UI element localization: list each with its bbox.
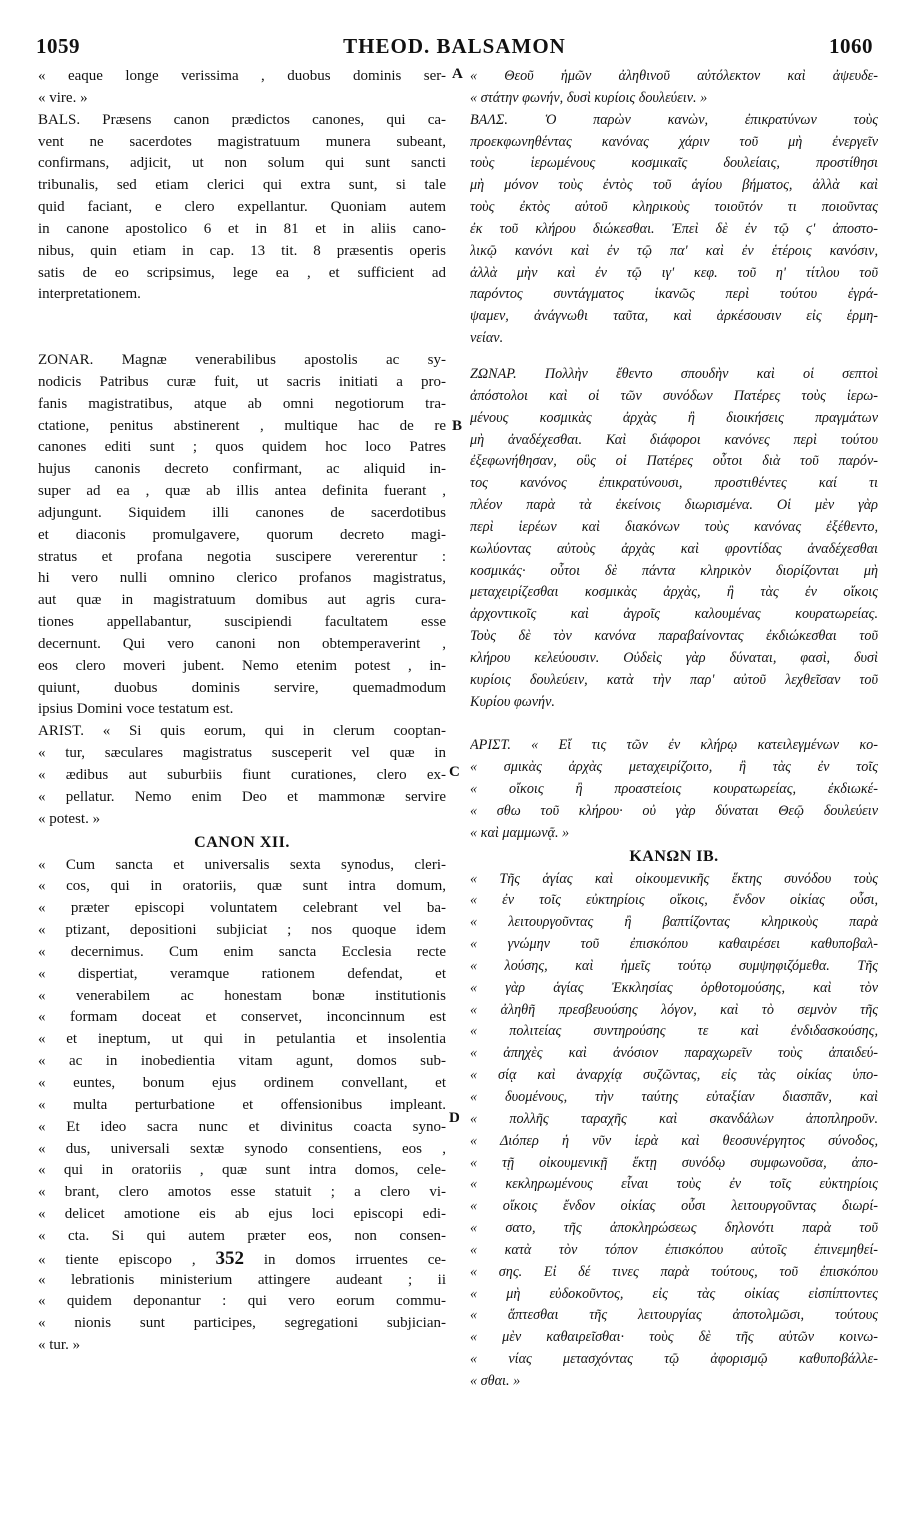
text-line: « λειτουργοῦντας ἢ βαπτίζοντας κληρικοὺς παρὰ xyxy=(470,914,878,931)
text-line: Τοὺς δὲ τὸν κανόνα παραβαίνοντας ἐκδιώκεσθαι τοῦ xyxy=(470,628,878,645)
text-line: μένους κοσμικὰς ἀρχὰς ἢ διοικήσεις πραγμάτων xyxy=(470,409,878,426)
text-line: « vire. » xyxy=(38,89,88,106)
text-line: tribunalis, sed etiam clerici qui extra sunt, si tale xyxy=(38,177,446,194)
text-line: « multa perturbatione et offensionibus impleant. xyxy=(38,1096,446,1113)
text-line: « qui in oratoriis , quæ sunt intra domos, cele- xyxy=(38,1162,446,1179)
text-line: « delicet amotione eis ab ejus loci episcopi edi- xyxy=(38,1206,446,1223)
greek-column xyxy=(470,66,878,1393)
text-line: « σης. Εἰ δέ τινες παρὰ τούτους, τοῦ ἐπισκόπου xyxy=(470,1263,878,1280)
text-line: « formam doceat et conservet, inconcinnum est xyxy=(38,1009,446,1026)
text-line: ἀλλὰ μὴν καὶ ἐν τῷ ιγ' κεφ. τοῦ η' τίτλου τοῦ xyxy=(470,264,878,281)
text-line: « νίας μετασχόντας τῷ ἀφορισμῷ καθυποβάλλε- xyxy=(470,1351,878,1368)
text-line: « σίᾳ καὶ ἀναρχίᾳ συζῶντας, εἰς τὰς οἰκίας ὑπο- xyxy=(470,1067,878,1084)
text-line: « καὶ μαμμωνᾷ. » xyxy=(470,824,570,841)
greek-canon-text xyxy=(470,869,878,1393)
greek-aristenus-commentary xyxy=(470,735,878,844)
text-line: « lebrationis ministerium attingere audeant ; ii xyxy=(38,1271,446,1288)
text-line: canones editi sunt ; quos quidem hoc loco Patres xyxy=(38,439,446,456)
margin-letter-c: C xyxy=(449,764,460,780)
text-line: « τῇ οἰκουμενικῇ ἕκτῃ συνόδῳ συμφωνοῦσα, ἀπο- xyxy=(470,1154,878,1171)
text-line: τοὺς ἐκτὸς αὐτοῦ κληρικοὺς τοιοῦτόν τι ποιοῦντας xyxy=(470,199,878,216)
text-line: ipsius Domini voce testatum est. xyxy=(38,701,234,718)
latin-canon-heading: CANON XII. xyxy=(194,833,290,851)
text-line: τος κανόνος ἐπικρατύνουσι, προστιθέντες καί τι xyxy=(470,475,878,492)
text-line: « potest. » xyxy=(38,810,101,827)
text-line: κωλύοντας αὐτοὺς ἀρχὰς καὶ φροντίδας ἀναδέχεσθαι xyxy=(470,540,878,557)
text-line: « præter episcopi voluntatem celebrant vel ba- xyxy=(38,900,446,917)
text-line: « γὰρ ἁγίας Ἐκκλησίας ὀρθοτομούσης, καὶ τὸν xyxy=(470,979,878,996)
text-line: BALS. Præsens canon prædictos canones, qui ca- xyxy=(38,111,446,128)
text-line: quid faciant, e clero expellantur. Quoniam autem xyxy=(38,199,446,216)
latin-column xyxy=(38,66,446,1357)
page-marker-number: 352 xyxy=(215,1247,244,1269)
text-line: « pellatur. Nemo enim Deo et mammonæ servire xyxy=(38,788,446,805)
text-line: νείαν. xyxy=(470,330,504,347)
text-line: nibus, quin etiam in cap. 13 tit. 8 præsentis operis xyxy=(38,242,446,259)
text-line: stratus et profana negotia suscipere vererentur : xyxy=(38,548,446,565)
text-line: « οἴκοις ἢ προαστείοις κουρατωρείας, ἐκδιωκέ- xyxy=(470,781,878,797)
text-line: « λούσης, καὶ ἡμεῖς τούτῳ συμψηφιζόμεθα. Τῆς xyxy=(470,957,878,974)
text-line: vent ne sacerdotes magistratuum munera subeant, xyxy=(38,133,446,150)
text-line: « ac in inobedientia vitam agunt, domos sub- xyxy=(38,1053,446,1070)
text-line: « ἀπηχὲς καὶ ἀνόσιον παραχωρεῖν τοὺς ἀπαιδεύ- xyxy=(470,1045,878,1062)
text-line: « eaque longe verissima , duobus dominis ser- xyxy=(38,68,446,84)
text-line: aut quæ in magistratuum domibus aut agris cura- xyxy=(38,592,446,609)
text-line: μὴ μόνον τοὺς ἐντὸς τοῦ ἁγίου βήματος, ἀλλὰ καὶ xyxy=(470,177,878,194)
text-line: decernunt. Qui vero canoni non obtemperaverint , xyxy=(38,635,446,652)
text-line: κλήρου κελεύουσιν. Οὐδεὶς γὰρ δύναται, φασὶ, δυσὶ xyxy=(470,649,878,666)
text-line: confirmans, adjicit, ut non solum qui sunt sancti xyxy=(38,155,446,172)
page-header xyxy=(36,34,873,60)
text-line: ΒΑΛΣ. Ὁ παρὼν κανὼν, ἐπικρατύνων τοὺς xyxy=(470,111,878,128)
text-line: « σμικὰς ἀρχὰς μεταχειρίζοιτο, ἢ τὰς ἐν τοῖς xyxy=(470,759,878,776)
text-line: « πολιτείας συντηρούσης τε καὶ ἐνδιδασκούσης, xyxy=(470,1023,878,1040)
greek-zonaras-commentary xyxy=(470,364,878,714)
left-page-number: 1059 xyxy=(36,34,80,58)
text-line: « Cum sancta et universalis sexta synodus, cleri- xyxy=(38,856,446,873)
text-line: ἐξεφωνήθησαν, οὓς οἱ Πατέρες οὗτοι διὰ τοῦ παρόν- xyxy=(470,453,878,470)
text-line: παρόντος συντάγματος ἱκανῶς περὶ τούτου ἐγρά- xyxy=(470,286,878,303)
text-line: προεκφωνηθέντας κανόνας χάριν τοῦ μὴ ἐνεργεῖν xyxy=(470,133,878,150)
text-line: Κυρίου φωνήν. xyxy=(470,693,555,710)
text-line: « Διόπερ ἡ νῦν ἱερὰ καὶ θεοσυνέργητος σύνοδος, xyxy=(470,1132,878,1149)
text-line: interpretationem. xyxy=(38,286,141,303)
text-line: « Θεοῦ ἡμῶν ἀληθινοῦ αὐτόλεκτον καὶ ἀψευδε- xyxy=(470,68,878,84)
text-line: « ædibus aut suburbiis fiunt curationes, clero ex- xyxy=(38,767,446,783)
latin-block-quote-end xyxy=(38,66,446,110)
text-line: κοσμικάς· οὗτοι δὲ πάντα κληρικὸν διορίζονται μὴ xyxy=(470,562,878,579)
text-line: « Et ideo sacra nunc et divinitus coacta syno- xyxy=(38,1118,446,1135)
text-line: « ἀληθῆ πρεσβευούσης λόγον, καὶ τὸ σεμνὸν τῆς xyxy=(470,1001,878,1018)
text-line: ΑΡΙΣΤ. « Εἴ τις τῶν ἐν κλήρῳ κατειλεγμένων κο- xyxy=(470,737,878,754)
text-line: « σθαι. » xyxy=(470,1372,521,1389)
latin-zonaras-commentary xyxy=(38,350,446,721)
latin-aristenus-commentary xyxy=(38,721,446,830)
text-line: μὴ ἀναδέχεσθαι. Καὶ διάφοροι κανόνες περὶ τούτου xyxy=(470,431,878,448)
text-line: « cta. Si qui autem præter eos, non consen- xyxy=(38,1227,446,1244)
text-line: μεταχειρίζεσθαι κοσμικὰς ἀρχὰς, ἢ τὰς ἐν οἴκοις xyxy=(470,584,878,601)
text-line: hujus canonis decreto confirmant, ac aliquid in- xyxy=(38,461,446,478)
text-line: « ἅπτεσθαι τῆς λειτουργίας ἀποτολμῶσι, τούτους xyxy=(470,1307,878,1324)
greek-block-quote-end xyxy=(470,66,878,110)
text-line: satis de eo scripsimus, lege ea , et sufficient ad xyxy=(38,264,446,281)
margin-letter-d: D xyxy=(449,1110,460,1126)
text-line: ψαμεν, ἀνάγνωθι ταῦτα, καὶ ἀρκέσουσιν εἰς ἑρμη- xyxy=(470,308,878,325)
text-line: ΖΩΝΑΡ. Πολλὴν ἔθεντο σπουδὴν καὶ οἱ σεπτοὶ xyxy=(470,365,878,382)
text-line: « μὴ εὐδοκοῦντος, εἰς τὰς οἰκίας εἰσπίπτοντες xyxy=(470,1285,878,1302)
text-line: « dispertiat, veramque rationem defendat, et xyxy=(38,965,446,982)
text-line: πλέον παρὰ τὰ ἐκείνοις διωρισμένα. Οἱ μὲν γὰρ xyxy=(470,497,878,514)
text-line: quiunt, duobus dominis servire, quemadmodum xyxy=(38,679,446,696)
text-line: ARIST. « Si quis eorum, qui in clerum cooptan- xyxy=(38,723,446,740)
text-line: ZONAR. Magnæ venerabilibus apostolis ac sy- xyxy=(38,351,446,368)
text-line: tiones appellabantur, suscipiendi facultatem esse xyxy=(38,614,446,631)
margin-letter-b: B xyxy=(452,418,463,434)
text-line: ἐκ τοῦ κλήρου διώκεσθαι. Ἐπεὶ δὲ ἐν τῷ ϛ' ἀποστο- xyxy=(470,220,878,237)
text-line: « γνώμην τοῦ ἐπισκόπου καθαιρέσει καθυποβαλ- xyxy=(470,936,878,953)
text-line: « πολλῆς ταραχῆς καὶ σκανδάλων ἀποπληροῦν. xyxy=(470,1110,878,1127)
greek-canon-heading: ΚΑΝΩΝ ΙΒ. xyxy=(629,847,719,865)
text-line: et diaconis promulgavere, quorum decreto magi- xyxy=(38,526,446,543)
text-line: « brant, clero amotos esse statuit ; a clero vi- xyxy=(38,1184,446,1201)
text-line: « quidem deponantur : qui vero eorum commu- xyxy=(38,1293,446,1310)
text-line: τοὺς ἱερωμένους κοσμικαῖς δουλείαις, προστίθησι xyxy=(470,155,878,172)
margin-letter-a: A xyxy=(452,66,463,82)
greek-balsamon-commentary xyxy=(470,110,878,350)
text-line: super ad ea , quæ ab illis antea definita fuerant , xyxy=(38,483,446,500)
text-line: « tiente episcopo , 352 in domos irruentes ce- xyxy=(38,1247,446,1269)
text-line: « μὲν καθαιρεῖσθαι· τοὺς δὲ τῆς αὐτῶν κοινω- xyxy=(470,1329,878,1346)
running-title: THEOD. BALSAMON xyxy=(343,34,566,58)
text-line: fanis magistratibus, atque ab omni negotiorum tra- xyxy=(38,395,446,412)
right-page-number: 1060 xyxy=(829,34,873,58)
text-line: « et ineptum, ut qui in petulantia et insolentia xyxy=(38,1031,446,1048)
text-line: « κεκληρωμένους εἶναι τοὺς ἐν τοῖς εὐκτηρίοις xyxy=(470,1176,878,1193)
text-line: adjungunt. Siquidem illi canones de sacerdotibus xyxy=(38,504,446,521)
text-line: κυρίοις δουλεύειν, κατὰ τὴν παρ' αὐτοῦ λεχθεῖσαν τοῦ xyxy=(470,671,878,688)
text-line: « ἐν τοῖς εὐκτηρίοις οἴκοις, ἔνδον οἰκίας οὖσι, xyxy=(470,892,878,909)
text-line: « σθω τοῦ κλήρου· οὐ γὰρ δύναται Θεῷ δουλεύειν xyxy=(470,802,878,819)
text-line: « decernimus. Cum enim sancta Ecclesia recte xyxy=(38,943,446,960)
text-line: « venerabilem ac honestam bonæ institutionis xyxy=(38,987,446,1004)
text-line: « οἴκοις ἔνδον οἰκίας οὖσι λειτουργοῦντας διωρί- xyxy=(470,1198,878,1215)
text-line: ctatione, penitus abstinerent , multique hac de re xyxy=(38,417,446,434)
text-line: « euntes, bonum ejus ordinem convellant, et xyxy=(38,1074,446,1091)
text-line: « δυομένους, τὴν ταύτης εὐταξίαν διασπᾶν, καὶ xyxy=(470,1088,878,1105)
text-line: « dus, universali sextæ synodo consentiens, eos , xyxy=(38,1140,446,1157)
text-line: « cos, qui in oratoriis, quæ sunt intra domum, xyxy=(38,878,446,895)
text-line: « ptizant, depositioni subjiciat ; nos quoque idem xyxy=(38,922,446,939)
text-line: « σατο, τῆς ἀποκληρώσεως δηλονότι παρὰ τοῦ xyxy=(470,1220,878,1237)
text-line: hi vero nulli omnino clerico profanos magistratus, xyxy=(38,570,446,587)
text-line: eos clero moveri jubent. Nemo etenim potest , in- xyxy=(38,657,446,674)
text-line: « nionis sunt participes, segregationi subjician- xyxy=(38,1315,446,1332)
latin-canon-text xyxy=(38,855,446,1357)
text-line: « κατὰ τὸν τόπον ἐπισκόπου αὐτοῖς ἐπινεμηθεί- xyxy=(470,1241,878,1258)
text-line: « tur, sæculares magistratus susceperit vel quæ in xyxy=(38,745,446,762)
text-line: in canone apostolico 6 et in 81 et in aliis cano- xyxy=(38,220,446,237)
text-line: « Τῆς ἁγίας καὶ οἰκουμενικῆς ἕκτης συνόδου τοὺς xyxy=(470,870,878,887)
text-line: λικῷ κανόνι καὶ ἐν τῷ πα' καὶ ἐν ἑτέροις κανόσιν, xyxy=(470,242,878,259)
text-line: ἀπόστολοι καὶ οἱ τῶν συνόδων Πατέρες τοὺς ἱερω- xyxy=(470,387,878,404)
text-line: περὶ ἱερέων καὶ διακόνων τοὺς κανόνας ἐξέθεντο, xyxy=(470,518,878,535)
text-line: « στάτην φωνήν, δυσὶ κυρίοις δουλεύειν. » xyxy=(470,89,708,106)
text-line: ἀρχοντικοῖς καὶ ἀγροῖς καλουμένας κουρατωρείας. xyxy=(470,606,878,623)
text-line: nodicis Patribus curæ fuit, ut sacris initiati a pro- xyxy=(38,373,446,390)
text-line: « tur. » xyxy=(38,1337,81,1354)
latin-balsamon-commentary xyxy=(38,110,446,307)
